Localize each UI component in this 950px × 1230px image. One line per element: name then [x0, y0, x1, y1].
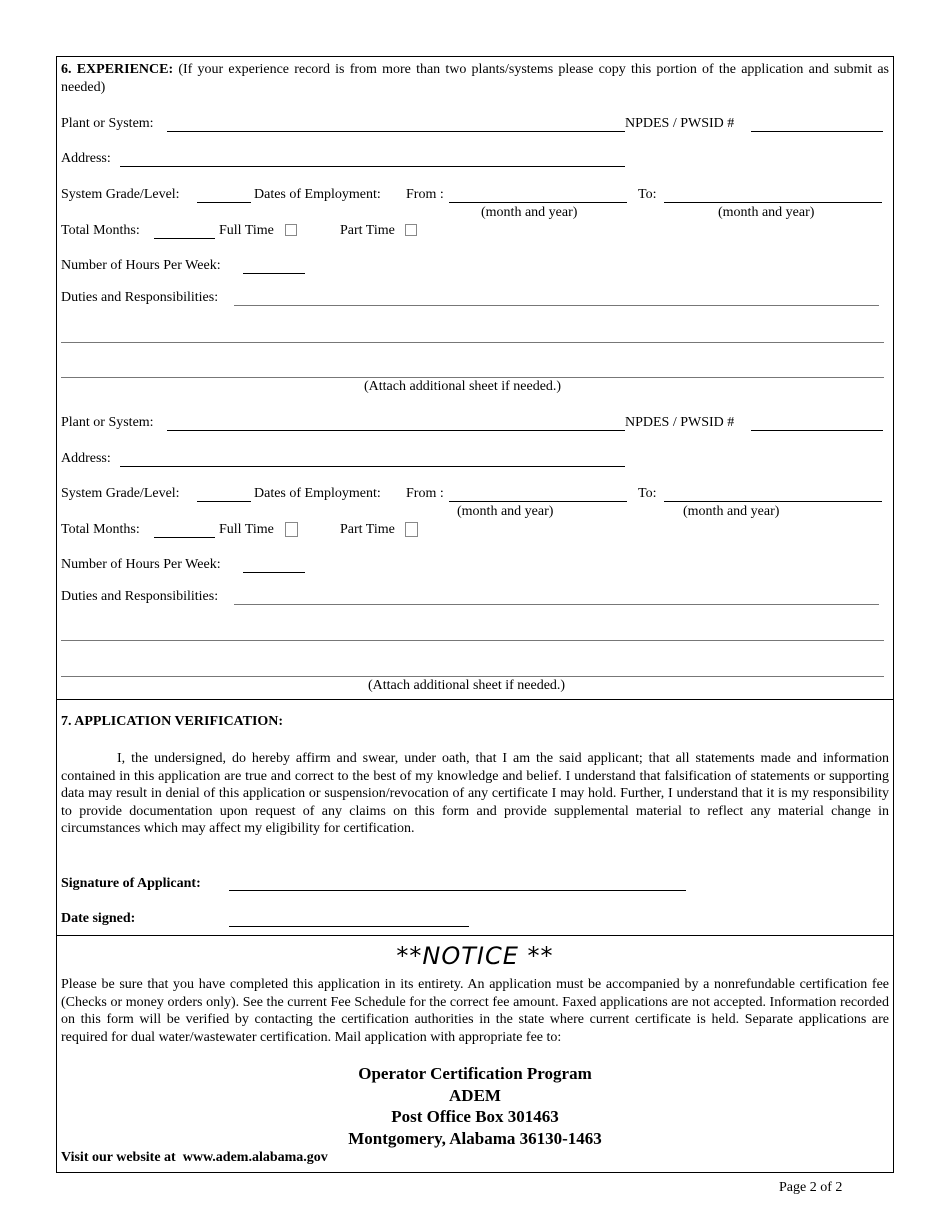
website-line	[61, 1150, 328, 1166]
from-hint: (month and year)	[457, 504, 554, 519]
notice-paragraph: Please be sure that you have completed this application in its entirety. An application must be accompanied by a nonrefundable certification fee (Checks or money orders only). See the current Fee Schedule for the correct fee amount. Faxed applications are not accepted. Information recorded on this form will be verified by contacting the certification authorities in the state where current certificate is held. Separate applications are required for dual water/wastewater certification. Mail application with appropriate fee to:	[61, 977, 889, 1045]
date-signed-input[interactable]	[229, 926, 469, 927]
verification-section	[56, 699, 894, 936]
part-time-label: Part Time	[340, 223, 395, 238]
address-program: Operator Certification Program	[358, 1064, 592, 1083]
dates-label: Dates of Employment:	[254, 486, 381, 501]
address-po-box: Post Office Box 301463	[391, 1107, 559, 1126]
hours-label: Number of Hours Per Week:	[61, 258, 221, 273]
website-label: Visit our website at	[61, 1150, 176, 1165]
date-signed-label: Date signed:	[61, 911, 136, 926]
duties-input-line-2[interactable]	[61, 640, 884, 641]
to-label: To:	[638, 187, 657, 202]
attach-note: (Attach additional sheet if needed.)	[364, 379, 562, 394]
signature-label: Signature of Applicant:	[61, 876, 201, 891]
from-hint: (month and year)	[481, 205, 578, 220]
website-link[interactable]: www.adem.alabama.gov	[182, 1150, 328, 1165]
plant-label: Plant or System:	[61, 116, 154, 131]
duties-label: Duties and Responsibilities:	[61, 290, 219, 305]
part-time-checkbox[interactable]	[405, 522, 418, 537]
from-date-input[interactable]	[449, 501, 627, 502]
from-label: From :	[406, 486, 444, 501]
hours-input[interactable]	[243, 273, 305, 274]
address-label: Address:	[61, 451, 111, 466]
from-label: From :	[406, 187, 444, 202]
npdes-input[interactable]	[751, 430, 883, 431]
grade-label: System Grade/Level:	[61, 187, 180, 202]
to-date-input[interactable]	[664, 501, 882, 502]
full-time-label: Full Time	[219, 223, 274, 238]
from-date-input[interactable]	[449, 202, 627, 203]
plant-input[interactable]	[167, 430, 625, 431]
duties-input-line-1[interactable]	[234, 305, 879, 306]
npdes-label: NPDES / PWSID #	[625, 415, 735, 430]
address-city: Montgomery, Alabama 36130-1463	[348, 1128, 602, 1148]
full-time-label: Full Time	[219, 522, 274, 537]
plant-label: Plant or System:	[61, 415, 154, 430]
dates-label: Dates of Employment:	[254, 187, 381, 202]
experience-instructions: (If your experience record is from more than two plants/systems please copy this portion of the application and submit as needed)	[61, 62, 889, 95]
notice-title: **NOTICE **	[396, 942, 554, 970]
experience-heading: 6. EXPERIENCE:	[61, 62, 174, 77]
address-input[interactable]	[120, 166, 625, 167]
duties-input-line-3[interactable]	[61, 676, 884, 677]
total-months-input[interactable]	[154, 537, 215, 538]
grade-input[interactable]	[197, 501, 251, 502]
total-months-input[interactable]	[154, 238, 215, 239]
npdes-input[interactable]	[751, 131, 883, 132]
signature-input[interactable]	[229, 890, 686, 891]
to-hint: (month and year)	[718, 205, 815, 220]
grade-label: System Grade/Level:	[61, 486, 180, 501]
address-label: Address:	[61, 151, 111, 166]
attach-note: (Attach additional sheet if needed.)	[368, 678, 566, 693]
full-time-checkbox[interactable]	[285, 522, 298, 537]
experience-block-1	[57, 57, 893, 397]
address-agency: ADEM	[449, 1085, 501, 1105]
part-time-checkbox[interactable]	[405, 224, 417, 236]
hours-label: Number of Hours Per Week:	[61, 557, 221, 572]
hours-input[interactable]	[243, 572, 305, 573]
grade-input[interactable]	[197, 202, 251, 203]
duties-input-line-2[interactable]	[61, 342, 884, 343]
npdes-label: NPDES / PWSID #	[625, 116, 735, 131]
notice-section	[56, 935, 894, 1173]
duties-label: Duties and Responsibilities:	[61, 589, 219, 604]
verification-paragraph: I, the undersigned, do hereby affirm and swear, under oath, that I am the said applicant; that all statements made and information contained in this application are true and correct to the best of my knowledge and belief. I understand that falsification of statements or supporting data may result in denial of this application or suspension/revocation of any certificate I may hold. Further, I understand that it is my responsibility to provide documentation upon request of any claims on this form and provide supplemental material to reflect any material change in circumstances which may affect my eligibility for certification.	[61, 751, 889, 837]
part-time-label: Part Time	[340, 522, 395, 537]
experience-block-2	[57, 356, 893, 701]
address-input[interactable]	[120, 466, 625, 467]
plant-input[interactable]	[167, 131, 625, 132]
to-hint: (month and year)	[683, 504, 780, 519]
verification-heading: 7. APPLICATION VERIFICATION:	[61, 714, 284, 729]
full-time-checkbox[interactable]	[285, 224, 297, 236]
total-months-label: Total Months:	[61, 223, 140, 238]
total-months-label: Total Months:	[61, 522, 140, 537]
experience-section	[56, 56, 894, 700]
page-number: Page 2 of 2	[779, 1180, 843, 1195]
to-label: To:	[638, 486, 657, 501]
to-date-input[interactable]	[664, 202, 882, 203]
duties-input-line-1[interactable]	[234, 604, 879, 605]
